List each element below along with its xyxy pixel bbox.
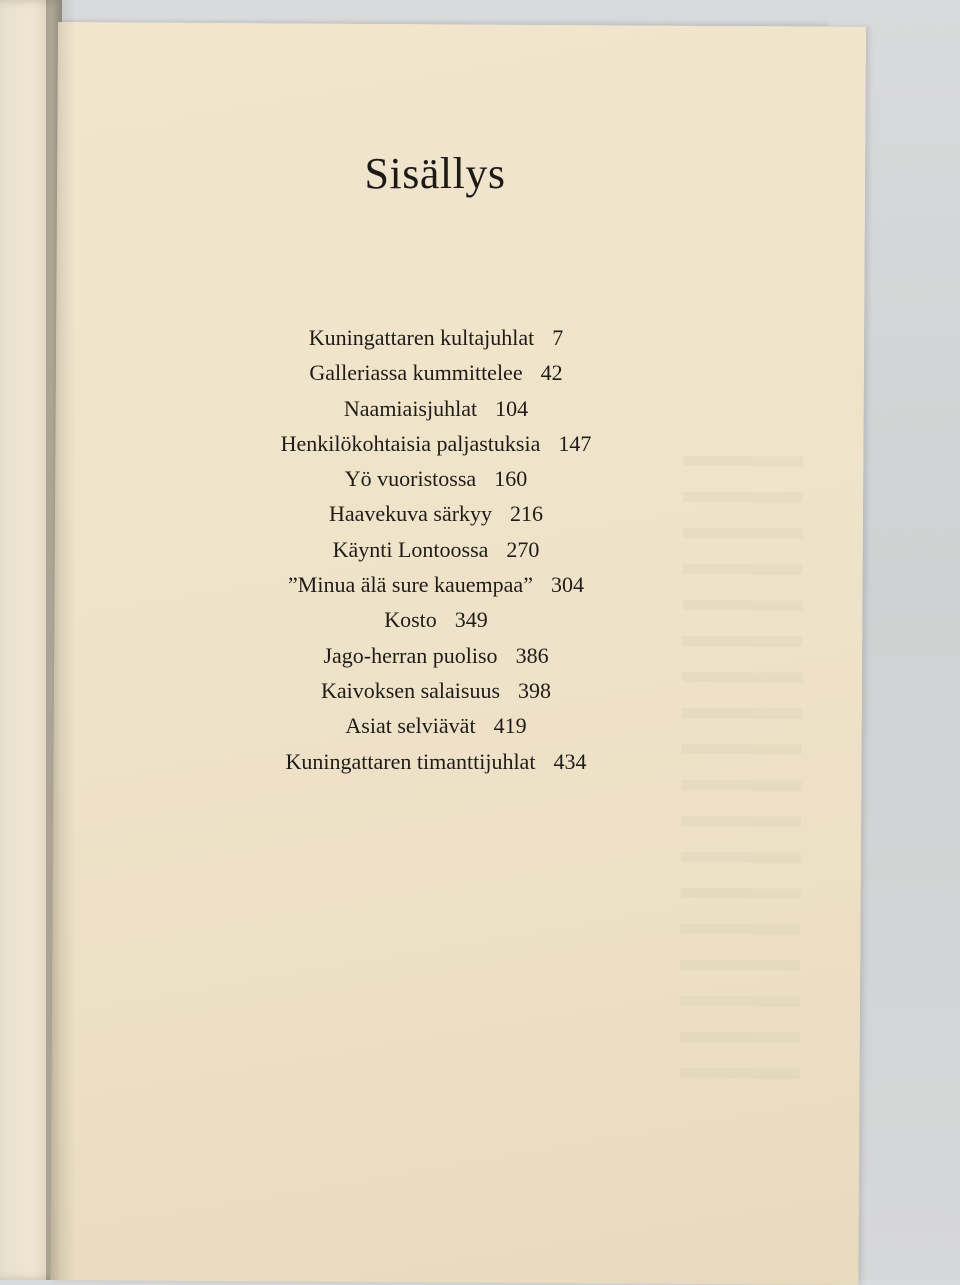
toc-entry-title: Jago-herran puoliso bbox=[323, 642, 498, 668]
toc-entry bbox=[0, 391, 872, 426]
toc-entry bbox=[0, 673, 872, 708]
toc-entry-page: 419 bbox=[493, 713, 527, 739]
toc-entry-title: Kaivoksen salaisuus bbox=[320, 677, 501, 703]
toc-entry-page: 104 bbox=[495, 395, 529, 421]
toc-entry-title: Kuningattaren timanttijuhlat bbox=[285, 748, 536, 774]
page-title: Sisällys bbox=[364, 149, 506, 198]
toc-entry-title: Kuningattaren kultajuhlat bbox=[308, 325, 535, 350]
toc-entry bbox=[0, 426, 872, 461]
toc-entry bbox=[0, 532, 872, 567]
toc-entry bbox=[0, 638, 872, 673]
toc-entry bbox=[0, 708, 872, 743]
toc-entry-page: 42 bbox=[540, 360, 563, 386]
toc-entry-title: Kosto bbox=[384, 607, 437, 633]
toc-entry bbox=[0, 461, 872, 496]
toc-entry-title: Naamiaisjuhlat bbox=[343, 395, 478, 421]
toc-entry-title: ”Minua älä sure kauempaa” bbox=[288, 572, 533, 598]
toc-entry bbox=[0, 496, 872, 531]
toc-entry-title: Henkilökohtaisia paljastuksia bbox=[280, 430, 541, 456]
toc-entry-page: 398 bbox=[518, 677, 552, 703]
table-of-contents bbox=[0, 320, 872, 779]
toc-entry-page: 304 bbox=[550, 572, 584, 598]
toc-entry-title: Galleriassa kummittelee bbox=[309, 360, 523, 386]
toc-entry-page: 216 bbox=[510, 501, 544, 527]
toc-entry-title: Haavekuva särkyy bbox=[328, 501, 493, 527]
toc-entry bbox=[0, 567, 872, 602]
toc-entry-page: 147 bbox=[558, 430, 592, 456]
toc-entry-page: 7 bbox=[552, 325, 564, 350]
toc-entry bbox=[0, 602, 872, 637]
toc-entry-page: 386 bbox=[515, 642, 549, 668]
toc-entry-page: 270 bbox=[506, 536, 540, 562]
toc-entry bbox=[0, 355, 872, 390]
toc-entry-title: Yö vuoristossa bbox=[344, 466, 477, 492]
toc-entry bbox=[0, 744, 872, 779]
toc-entry-title: Käynti Lontoossa bbox=[332, 536, 489, 562]
toc-entry-title: Asiat selviävät bbox=[345, 713, 476, 739]
toc-entry-page: 349 bbox=[454, 607, 488, 633]
toc-entry-page: 160 bbox=[494, 466, 528, 492]
toc-entry bbox=[0, 320, 872, 355]
toc-entry-page: 434 bbox=[553, 748, 587, 774]
